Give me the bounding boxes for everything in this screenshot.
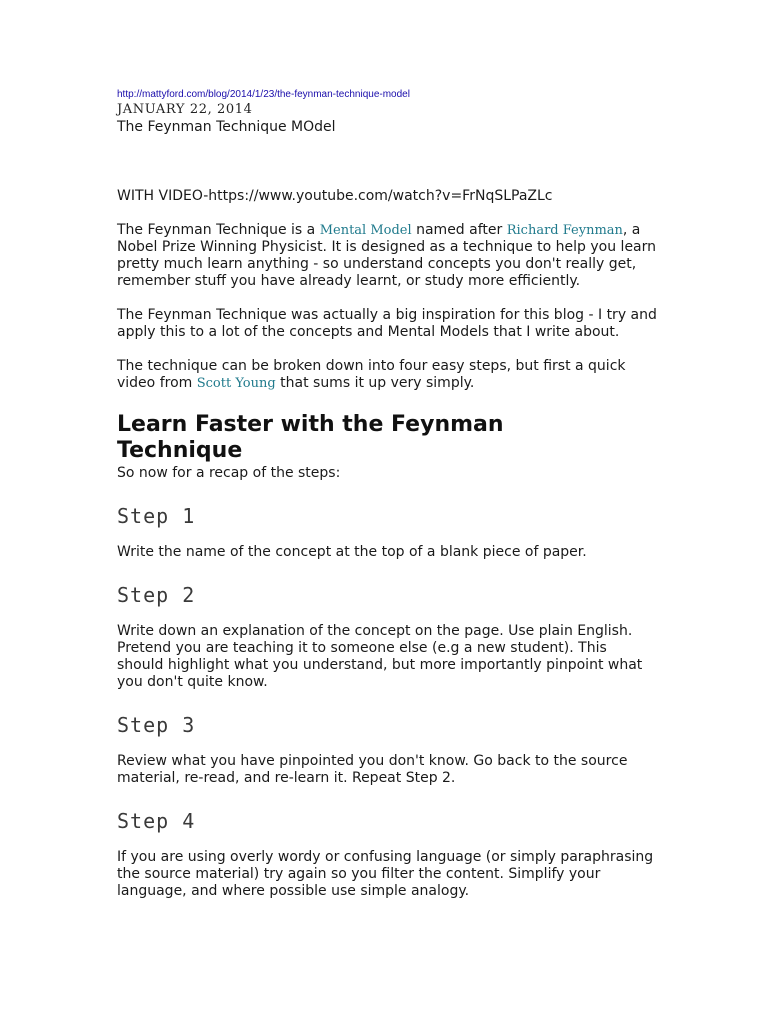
step-2-heading: Step 2 <box>117 583 196 607</box>
scott-young-link[interactable]: Scott Young <box>196 376 276 391</box>
intro-text-c: , a Nobel Prize Winning Physicist. It is designed as a technique to help you learn pretty much learn anything - so understand concepts you don't really get, remember stuff you have already learnt, or study more efficiently. <box>117 222 657 289</box>
document-page <box>117 86 657 900</box>
step-4-text: If you are using overly wordy or confusing language (or simply paraphrasing the source material) try again so you filter the content. Simplify your language, and where possible use simple analogy. <box>117 849 654 899</box>
step-3-heading: Step 3 <box>117 713 196 737</box>
video-line: WITH VIDEO-https://www.youtube.com/watch?v=FrNqSLPaZLc <box>117 188 553 204</box>
intro3-text-a: The technique can be broken down into four easy steps, but first a quick video from <box>117 358 626 391</box>
step-4-heading: Step 4 <box>117 809 196 833</box>
step-1-text: Write the name of the concept at the top of a blank piece of paper. <box>117 544 587 560</box>
richard-feynman-link[interactable]: Richard Feynman <box>506 223 623 238</box>
intro-text-b: named after <box>411 222 507 238</box>
intro-text-a: The Feynman Technique is a <box>117 222 320 238</box>
intro-paragraph-3 <box>117 358 657 392</box>
mental-model-link[interactable]: Mental Model <box>319 223 412 238</box>
step-2-text: Write down an explanation of the concept on the page. Use plain English. Pretend you are teaching it to someone else (e.g a new student). This should highlight what you understand, but more importantly pinpoint what you don't quite know. <box>117 623 643 690</box>
step-3-text: Review what you have pinpointed you don't know. Go back to the source material, re-read, and re-learn it. Repeat Step 2. <box>117 753 628 786</box>
source-url-link[interactable]: http://mattyford.com/blog/2014/1/23/the-feynman-technique-model <box>117 89 410 100</box>
post-title: The Feynman Technique MOdel <box>117 119 336 135</box>
post-date: JANUARY 22, 2014 <box>117 102 253 117</box>
section-heading: Learn Faster with the Feynman Technique <box>117 412 504 463</box>
recap-text: So now for a recap of the steps: <box>117 465 341 481</box>
intro3-text-b: that sums it up very simply. <box>275 375 475 391</box>
intro-paragraph-2: The Feynman Technique was actually a big inspiration for this blog - I try and apply this to a lot of the concepts and Mental Models that I write about. <box>117 307 657 340</box>
step-1-heading: Step 1 <box>117 504 196 528</box>
intro-paragraph-1 <box>117 222 657 290</box>
